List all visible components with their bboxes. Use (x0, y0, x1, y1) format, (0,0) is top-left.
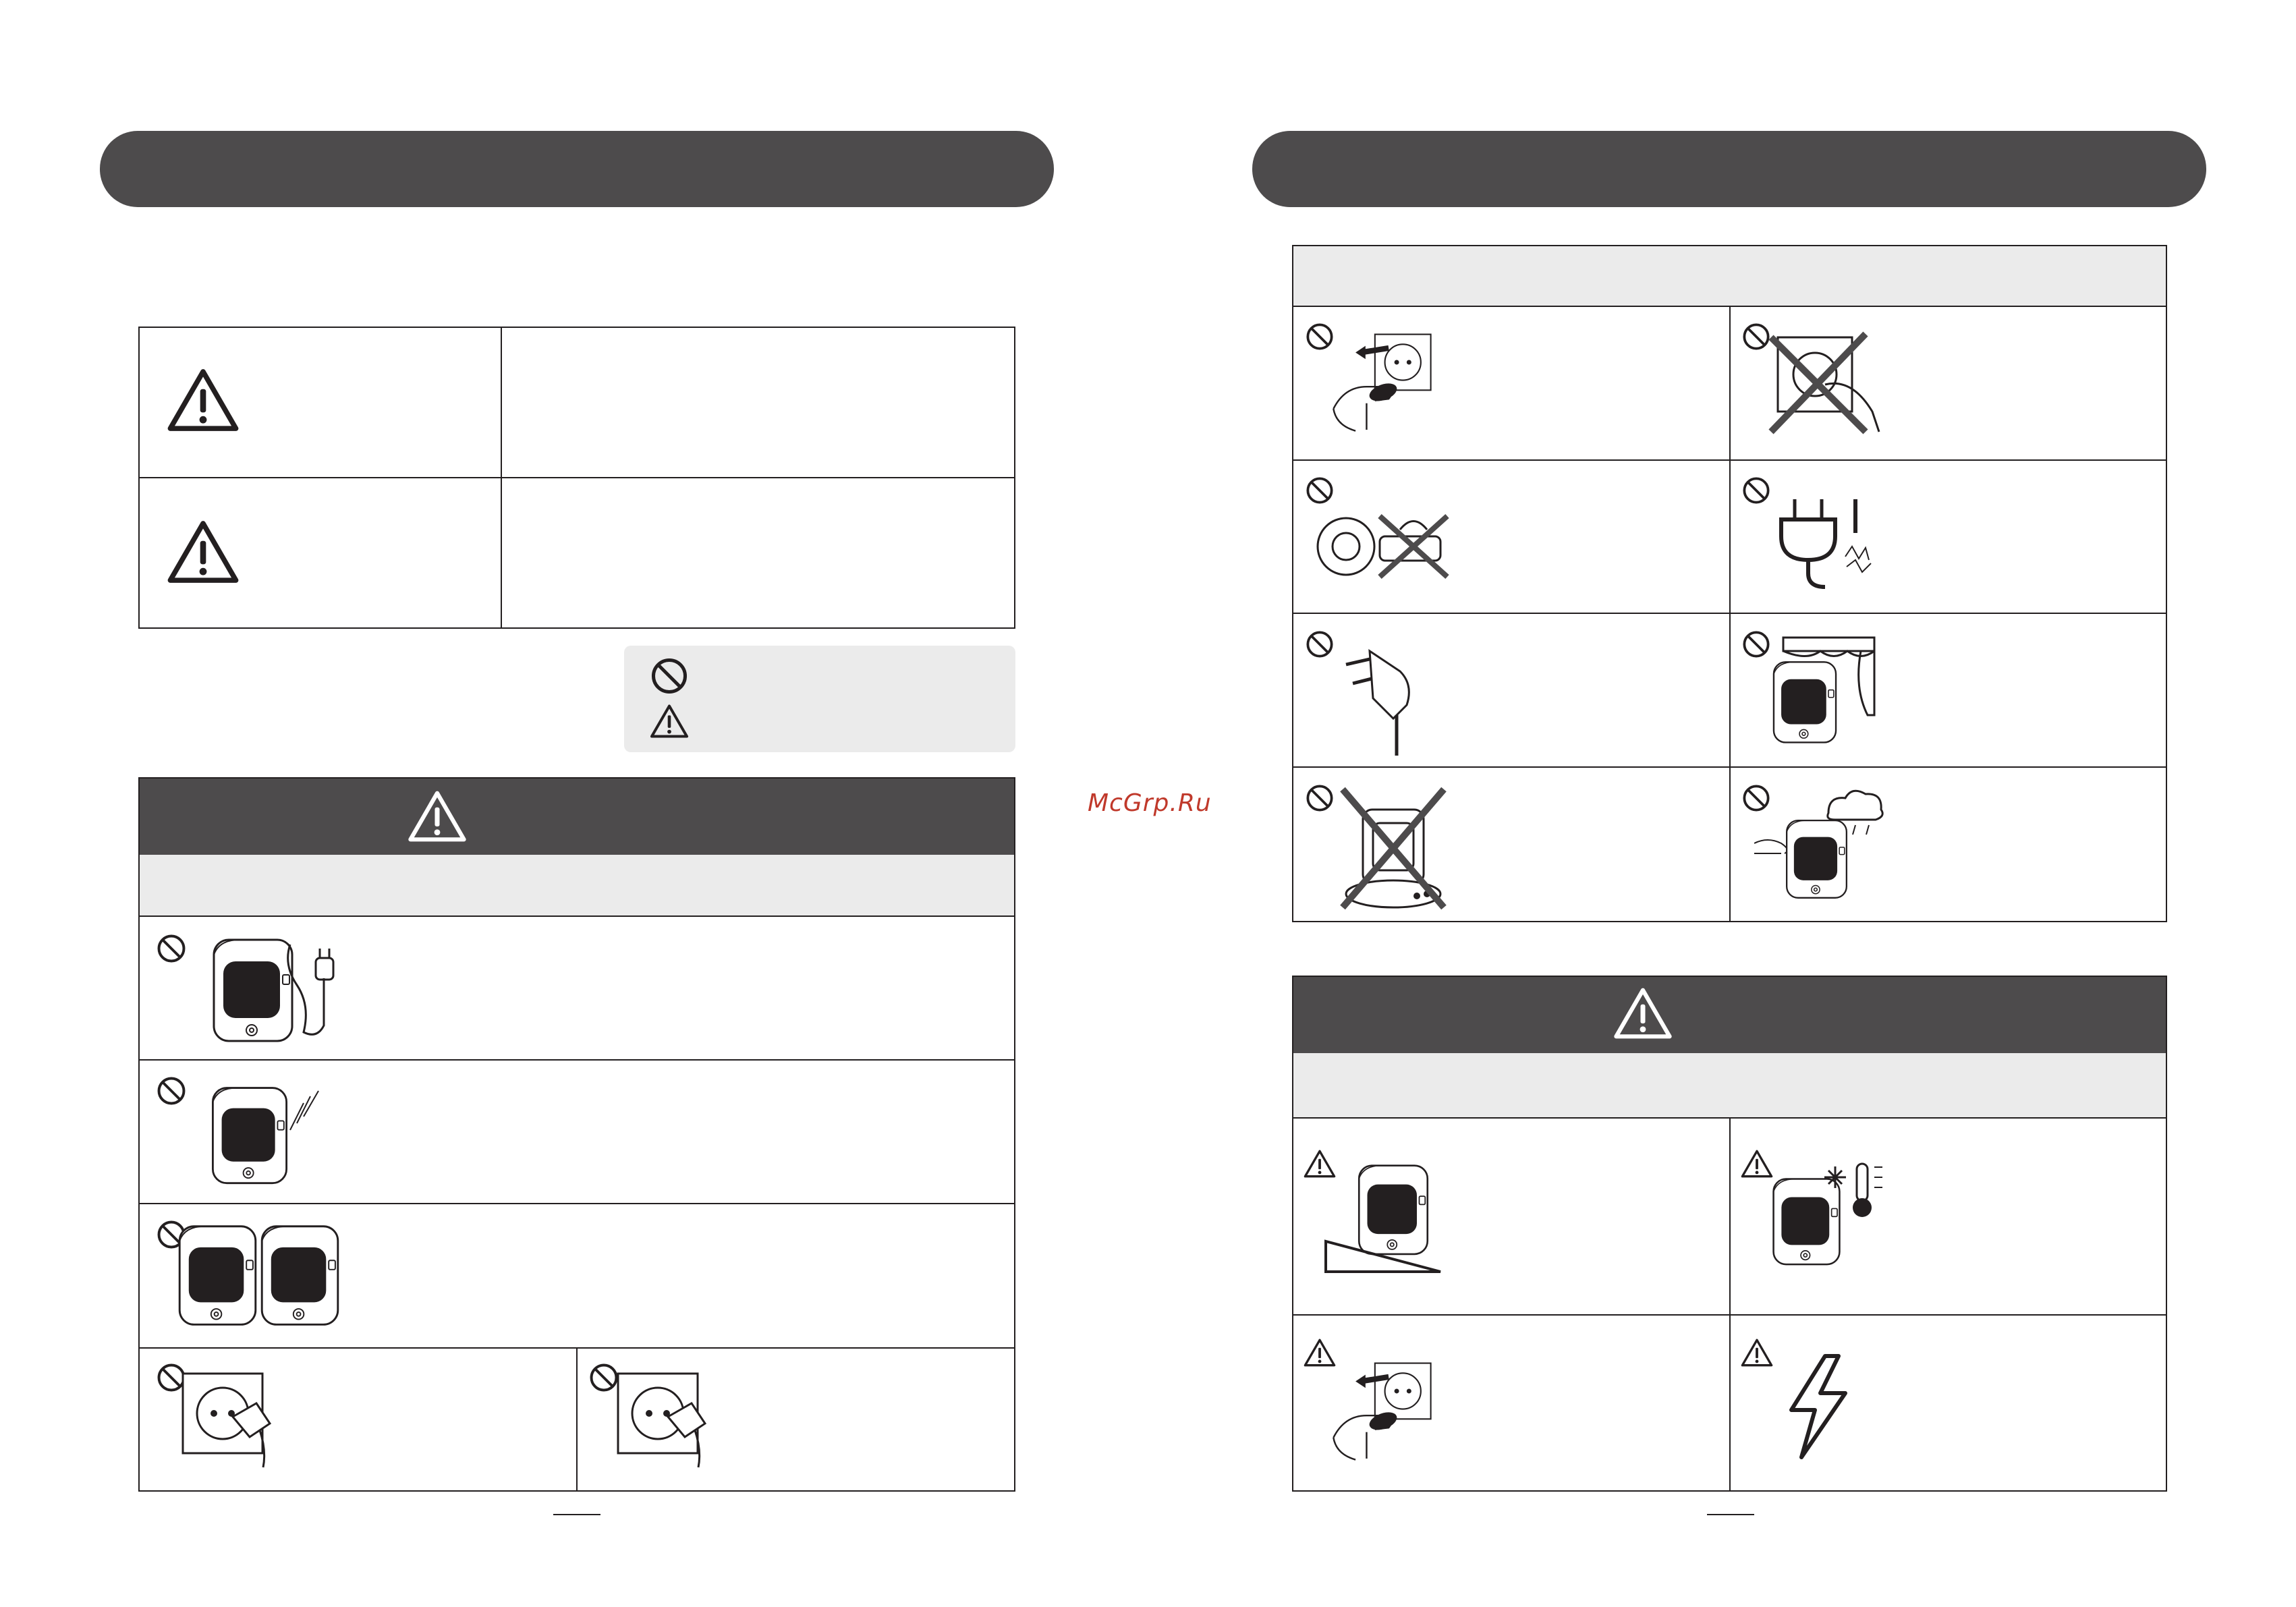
heater-on-stove-crossed-illustration (1336, 783, 1451, 918)
thermometer-snowflake-illustration (1815, 1157, 1889, 1224)
hand-pulling-plug-illustration (1322, 317, 1444, 445)
prohibited-icon (157, 1076, 186, 1106)
prohibited-icon (1742, 476, 1770, 505)
prohibited-icon (1306, 630, 1334, 658)
heater-illustration (1774, 816, 1859, 904)
cord-plug-illustration (277, 938, 344, 1039)
watermark: McGrp.Ru (1088, 789, 1212, 817)
bent-plug-illustration (1333, 644, 1434, 759)
warning-triangle-icon (167, 518, 240, 586)
slope-illustration (1322, 1235, 1444, 1275)
prohibited-icon (650, 657, 688, 695)
hand-pulling-plug-illustration (1322, 1346, 1444, 1474)
wet-hand-socket-illustration (1764, 331, 1886, 439)
damaged-plug-sparks-illustration (1771, 492, 1886, 594)
left-page-number-line (553, 1514, 600, 1515)
prohibited-icon (1742, 630, 1770, 658)
lightning-bolt-icon (1781, 1353, 1855, 1461)
damaged-cord-illustration (283, 1083, 324, 1137)
prohibited-icon (157, 934, 186, 963)
warning-triangle-icon (650, 704, 689, 739)
prohibited-icon (1306, 784, 1334, 812)
warning-triangle-icon (167, 366, 240, 434)
right-header-bar (1252, 131, 2206, 207)
right-page-number-line (1707, 1514, 1754, 1515)
multi-socket-crossed-illustration (1312, 509, 1474, 584)
left-header-bar (100, 131, 1054, 207)
heater-illustration (1761, 658, 1849, 749)
warning-triangle-icon (1304, 1149, 1336, 1179)
heater-illustration (244, 1221, 356, 1332)
plug-illustration (665, 1397, 719, 1471)
warning-triangle-icon (1741, 1338, 1773, 1368)
prohibited-icon (1306, 476, 1334, 505)
plug-illustration (229, 1397, 283, 1471)
